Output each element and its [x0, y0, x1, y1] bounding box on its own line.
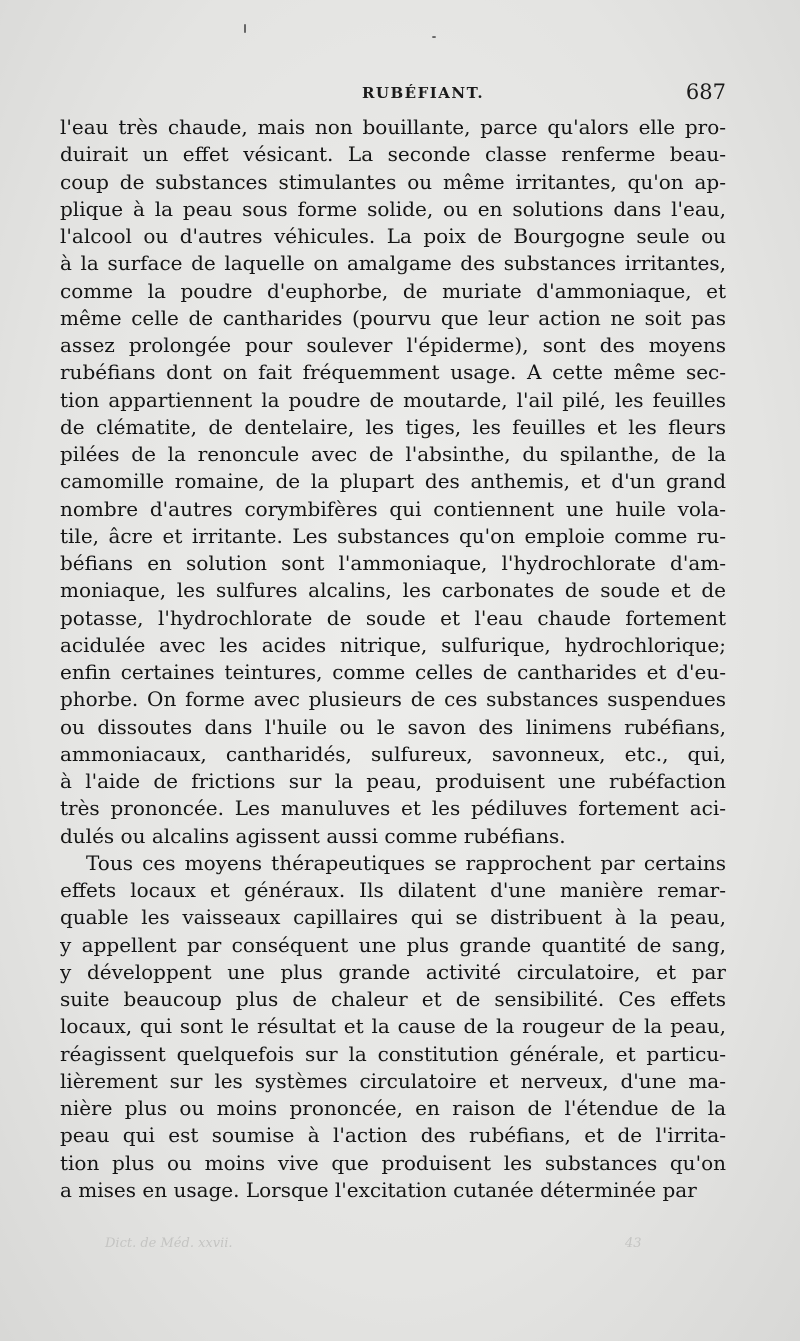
text-line: a mises en usage. Lorsque l'excitation cutanée déterminée par	[60, 1177, 697, 1202]
text-line: moniaque, les sulfures alcalins, les carbonates de soude et de	[60, 578, 726, 603]
text-line: quable les vaisseaux capillaires qui se distribuent à la peau,	[60, 905, 726, 930]
text-line: y développent une plus grande activité circulatoire, et par	[60, 959, 726, 984]
text-line: béfians en solution sont l'ammoniaque, l'hydrochlorate d'am-	[60, 551, 726, 575]
text-line: ammoniacaux, cantharidés, sulfureux, savonneux, etc., qui,	[60, 741, 726, 766]
text-line: potasse, l'hydrochlorate de soude et l'eau chaude fortement	[60, 605, 726, 630]
body-text	[60, 114, 726, 1204]
page-footer	[60, 1236, 726, 1258]
text-line: plique à la peau sous forme solide, ou en solutions dans l'eau,	[60, 196, 726, 221]
paper-speck	[244, 24, 246, 33]
text-line: dulés ou alcalins agissent aussi comme rubéfians.	[60, 823, 566, 848]
text-line: rubéfians dont on fait fréquemment usage. A cette même sec-	[60, 360, 726, 385]
text-line: locaux, qui sont le résultat et la cause de la rougeur de la peau,	[60, 1014, 726, 1039]
text-line: assez prolongée pour soulever l'épiderme), sont des moyens	[60, 333, 726, 357]
text-line: acidulée avec les acides nitrique, sulfurique, hydrochlorique;	[60, 632, 726, 657]
text-line: nière plus ou moins prononcée, en raison de l'étendue de la	[60, 1096, 726, 1120]
text-line: y appellent par conséquent une plus grande quantité de sang,	[60, 932, 726, 957]
text-line: même celle de cantharides (pourvu que leur action ne soit pas	[60, 305, 726, 330]
text-line: suite beaucoup plus de chaleur et de sensibilité. Ces effets	[60, 987, 726, 1011]
text-line: ou dissoutes dans l'huile ou le savon des linimens rubéfians,	[60, 714, 726, 739]
text-line: de clématite, de dentelaire, les tiges, les feuilles et les fleurs	[60, 414, 726, 439]
text-line: l'eau très chaude, mais non bouillante, parce qu'alors elle pro-	[60, 115, 726, 139]
text-line: duirait un effet vésicant. La seconde classe renferme beau-	[60, 142, 726, 167]
page-header	[60, 80, 726, 108]
paper-speck	[432, 36, 436, 38]
signature-number: 43	[625, 1236, 642, 1251]
signature-mark: Dict. de Méd. xxvii.	[105, 1236, 233, 1251]
text-line: l'alcool ou d'autres véhicules. La poix de Bourgogne seule ou	[60, 224, 726, 248]
text-line: camomille romaine, de la plupart des anthemis, et d'un grand	[60, 469, 726, 494]
text-line: tion plus ou moins vive que produisent les substances qu'on	[60, 1150, 726, 1175]
text-line: à la surface de laquelle on amalgame des substances irritantes,	[60, 251, 726, 276]
text-line: phorbe. On forme avec plusieurs de ces substances suspendues	[60, 687, 726, 712]
text-line: effets locaux et généraux. Ils dilatent d'une manière remar-	[60, 878, 726, 902]
text-line: très prononcée. Les manuluves et les pédiluves fortement aci-	[60, 796, 726, 821]
text-line: peau qui est soumise à l'action des rubéfians, et de l'irrita-	[60, 1123, 726, 1148]
text-line: pilées de la renoncule avec de l'absinthe, du spilanthe, de la	[60, 442, 726, 466]
page-number: 687	[685, 80, 726, 104]
text-line: coup de substances stimulantes ou même irritantes, qu'on ap-	[60, 169, 726, 194]
text-line: lièrement sur les systèmes circulatoire et nerveux, d'une ma-	[60, 1068, 726, 1093]
text-line: enfin certaines teintures, comme celles de cantharides et d'eu-	[60, 660, 726, 684]
text-line: à l'aide de frictions sur la peau, produisent une rubéfaction	[60, 769, 726, 793]
text-line: tile, âcre et irritante. Les substances qu'on emploie comme ru-	[60, 523, 726, 548]
text-line: nombre d'autres corymbifères qui contiennent une huile vola-	[60, 496, 726, 521]
text-line: réagissent quelquefois sur la constitution générale, et particu-	[60, 1041, 726, 1066]
text-line: comme la poudre d'euphorbe, de muriate d'ammoniaque, et	[60, 278, 726, 303]
running-head: RUBÉFIANT.	[361, 84, 485, 102]
text-line: Tous ces moyens thérapeutiques se rapprochent par certains	[86, 850, 726, 875]
text-line: tion appartiennent la poudre de moutarde, l'ail pilé, les feuilles	[60, 387, 726, 412]
